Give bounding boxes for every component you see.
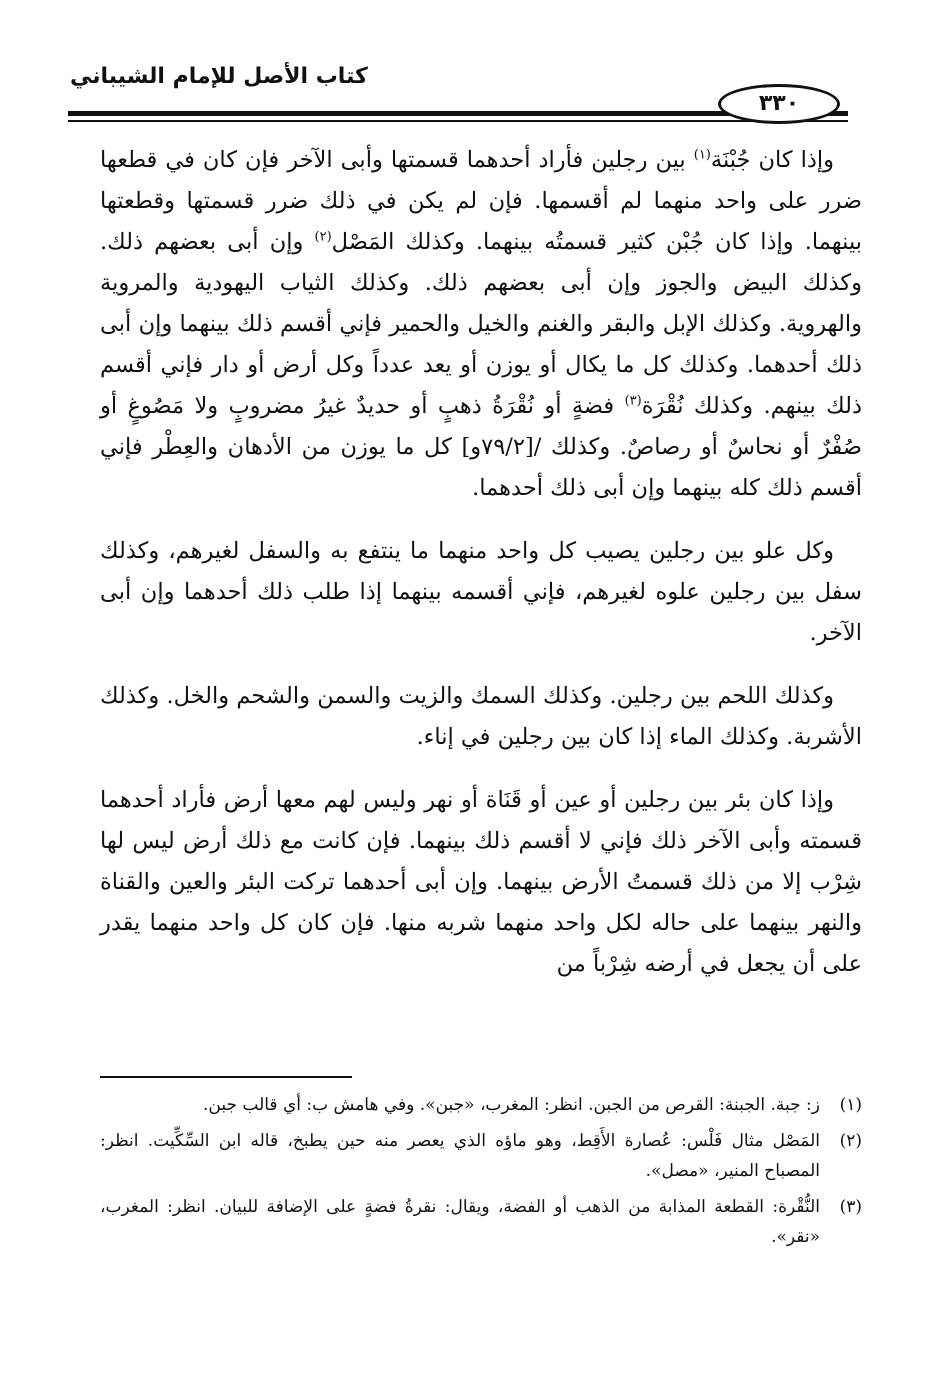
running-title: كتاب الأصل للإمام الشيباني bbox=[70, 64, 368, 89]
footnotes bbox=[100, 1090, 862, 1258]
footnote-text: المَصْل مثال فَلْس: عُصارة الأَقِط، وهو ماؤه الذي يعصر منه حين يطبخ، قاله ابن السِّكِّيت. انظر: المصباح المنير، «مصل». bbox=[100, 1131, 820, 1181]
footnote bbox=[100, 1192, 862, 1252]
footnote-number: (١) bbox=[839, 1095, 862, 1115]
footnote-text: ز: جبة. الجبنة: القرص من الجبن. انظر: المغرب، «جبن». وفي هامش ب: أي قالب جبن. bbox=[202, 1095, 820, 1115]
paragraph bbox=[100, 780, 862, 985]
footnote-reference[interactable]: (٣) bbox=[624, 393, 642, 409]
paragraph bbox=[100, 676, 862, 758]
footnote-reference[interactable]: (١) bbox=[693, 147, 711, 163]
footnote-number: (٢) bbox=[839, 1131, 862, 1151]
footnote-number: (٣) bbox=[839, 1197, 862, 1217]
text-segment: بين رجلين فأراد أحدهما قسمتها وأبى الآخر فإن كان في قطعها ضرر على واحد منهما لم أقسمها. فإن لم يكن في ذلك ضرر قسمتها وقطعتها بينهما. وإذا كان جُبْن كثير قسمتُه بينهما. وكذلك المَصْل bbox=[100, 147, 862, 255]
text-segment: وإن أبى بعضهم ذلك. وكذلك البيض والجوز وإن أبى بعضهم ذلك. وكذلك الثياب اليهودية والمروية والهروية. وكذلك الإبل والبقر والغنم والخيل والحمير فإني أقسم ذلك بينهما وإن أبى ذلك أحدهما. وكذلك كل ما يكال أو يوزن أو يعد عدداً وكل أرض أو دار فإني أقسم ذلك بينهم. وكذلك نُقْرَة bbox=[100, 229, 863, 419]
paragraph bbox=[100, 531, 862, 654]
footnote bbox=[100, 1126, 862, 1186]
footnote bbox=[100, 1090, 862, 1120]
paragraph bbox=[100, 140, 862, 509]
header-rule-thin bbox=[68, 120, 848, 122]
text-segment: وكل علو بين رجلين يصيب كل واحد منهما ما ينتفع به والسفل لغيرهم، وكذلك سفل بين رجلين علوه لغيرهم، فإني أقسمه بينهما إذا طلب ذلك أحدهما وإن أبى الآخر. bbox=[100, 538, 862, 646]
text-segment: وكذلك اللحم بين رجلين. وكذلك السمك والزيت والسمن والشحم والخل. وكذلك الأشربة. وكذلك الماء إذا كان بين رجلين في إناء. bbox=[100, 683, 862, 750]
text-segment: وإذا كان بئر بين رجلين أو عين أو قَنَاة أو نهر وليس لهم معها أرض فأراد أحدهما قسمته وأبى الآخر ذلك فإني لا أقسم ذلك بينهما. فإن كانت مع ذلك أرض ليس لها شِرْب إلا من ذلك قسمتُ الأرض بينهما. وإن أبى أحدهما تركت البئر والعين والقناة والنهر بينهما على حاله لكل واحد منهما شربه منها. فإن كان كل واحد منهما يقدر على أن يجعل في أرضه شِرْباً من bbox=[100, 787, 862, 977]
footnote-reference[interactable]: (٢) bbox=[314, 229, 332, 245]
footnote-text: النُّقْرة: القطعة المذابة من الذهب أو الفضة، ويقال: نقرةُ فضةٍ على الإضافة للبيان. انظر: المغرب، «نقر». bbox=[100, 1197, 820, 1247]
footnote-rule bbox=[100, 1076, 352, 1078]
body-text bbox=[100, 140, 862, 985]
text-segment: وإذا كان جُبْنَة bbox=[710, 147, 835, 173]
text-segment: فضةٍ أو نُقْرَةُ ذهبٍ أو حديدٌ غيرُ مضروبٍ ولا مَصُوغٍ أو صُفْرٌ أو نحاسٌ أو رصاصٌ. وكذلك /[٧٩/٢و] كل ما يوزن من الأدهان والعِطْر فإني أقسم ذلك كله بينهما وإن أبى ذلك أحدهما. bbox=[100, 393, 862, 501]
page-number: ٣٣٠ bbox=[718, 84, 840, 124]
